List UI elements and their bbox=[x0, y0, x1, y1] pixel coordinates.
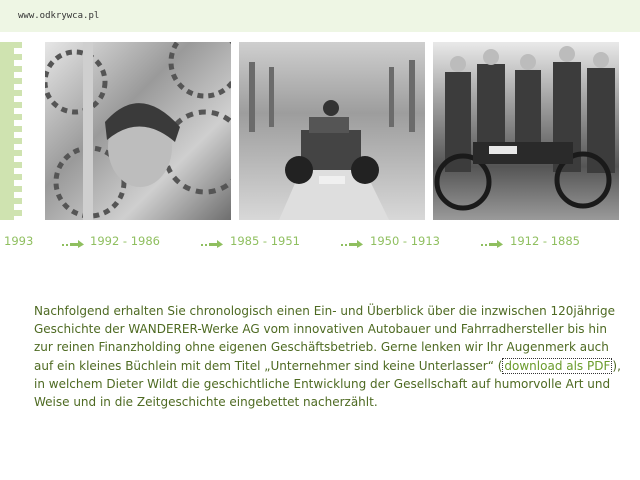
timeline-link-1912-1885[interactable]: 1912 - 1885 bbox=[510, 234, 580, 248]
cogwheel-illustration bbox=[45, 42, 231, 220]
vintage-car-illustration bbox=[239, 42, 425, 220]
photo-woman-cogwheels[interactable] bbox=[45, 42, 231, 220]
arrow-right-icon bbox=[341, 238, 363, 248]
timeline-link-1985-1951[interactable]: 1985 - 1951 bbox=[230, 234, 300, 248]
site-url-label: www.odkrywca.pl bbox=[18, 11, 100, 21]
arrow-right-icon bbox=[201, 238, 223, 248]
intro-text-after: ), in welchem Dieter Wildt die geschichtliche Entwicklung der Gesellschaft auf humorvolle Art und Weise und in die Zeitgeschichte eingebettet nacherzählt. bbox=[34, 358, 621, 410]
timeline-link-1993[interactable]: 1993 bbox=[4, 234, 34, 248]
timeline-link-1950-1913[interactable]: 1950 - 1913 bbox=[370, 234, 440, 248]
motorcycle-group-illustration bbox=[433, 42, 619, 220]
side-decoration-strip bbox=[0, 42, 18, 220]
intro-text-before: Nachfolgend erhalten Sie chronologisch einen Ein- und Überblick über die inzwischen 120jährige Geschichte der WANDERER-Werke AG vom innovativen Autobauer und Fahrradhersteller bis hin zur reinen Finanzholding ohne eigenen Geschäftsbetrieb. Gerne lenken wir Ihr Augenmerk auch auf ein kleines Büchlein mit dem Titel „Unternehmer sind keine Unterlasser“ ( bbox=[34, 304, 615, 373]
photo-vintage-car[interactable] bbox=[239, 42, 425, 220]
header-bar bbox=[0, 0, 640, 32]
timeline-nav bbox=[0, 233, 640, 251]
arrow-right-icon bbox=[62, 238, 84, 248]
photo-men-motorcycle[interactable] bbox=[433, 42, 619, 220]
arrow-right-icon bbox=[481, 238, 503, 248]
intro-paragraph bbox=[34, 302, 622, 411]
download-pdf-link[interactable]: download als PDF bbox=[504, 358, 611, 373]
timeline-link-1992-1986[interactable]: 1992 - 1986 bbox=[90, 234, 160, 248]
